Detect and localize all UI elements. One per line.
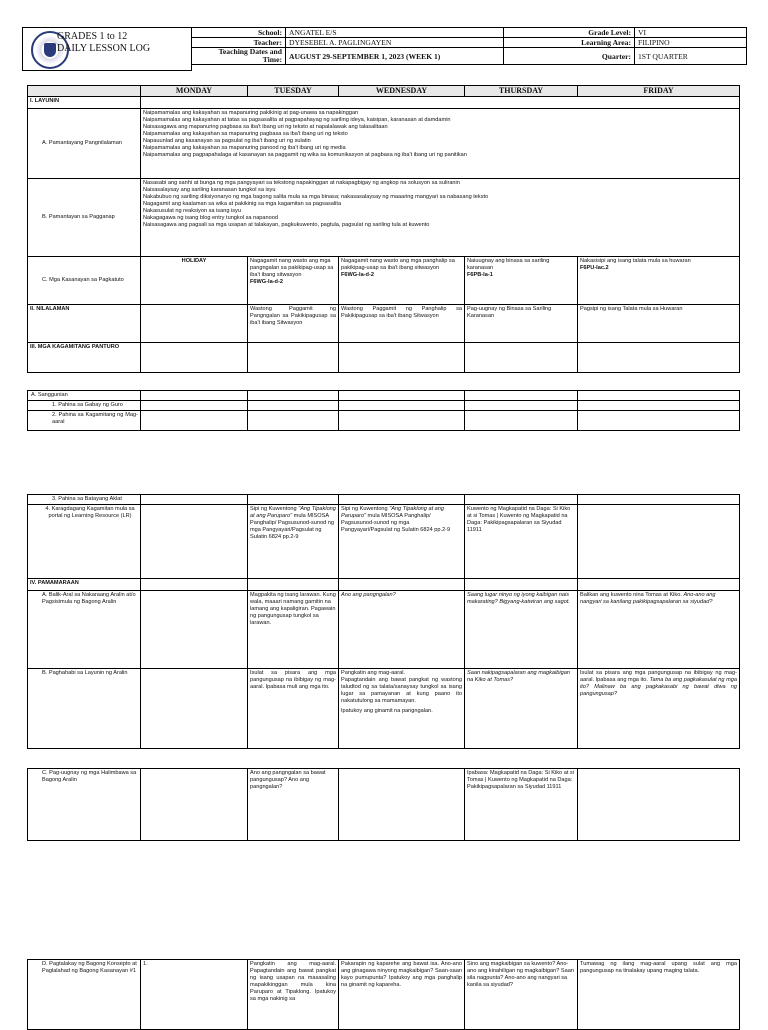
day-wednesday: WEDNESDAY: [339, 86, 465, 97]
grade-value: VI: [635, 28, 747, 38]
lesson-table-block-1: [27, 85, 740, 373]
quarter-label: Quarter:: [569, 48, 635, 65]
pamantayang-pangnilalaman-label: A. Pamantayang Pangnilalaman: [28, 109, 141, 179]
day-friday: FRIDAY: [578, 86, 740, 97]
pagtalakay-friday: Tumawag ng ilang mag-aaral upang sulat ang mga pangungusap na tinalakay upang maging talata.: [578, 960, 740, 1030]
pag-uugnay-tuesday: Ano ang pangngalan sa bawat pangungusap? Ano ang pangngalan?: [248, 769, 339, 841]
pagtalakay-wednesday: Pakarapin ng kaparehe ang bawat isa. Ano-ano ang ginagawa ninyong magkaibigan? Saan-saan kayo pumupunta? Ipatukoy ang mga panghalip na ginamit ng kapareha.: [339, 960, 465, 1030]
pagtalakay-label: D. Pagtalakay ng Bagong Konsepto at Paglalahad ng Bagong Kasanayan #1: [28, 960, 141, 1030]
paghahabi-thursday: Saan nakipagsapalaran ang magkaibigan na Kiko at Tomas?: [465, 669, 578, 749]
header-title-line2: DAILY LESSON LOG: [57, 43, 151, 54]
paghahabi-wednesday: Pangkatin ang mag-aaral. Papagtandain ang bawat pangkat ng wastong taludtod ng sa talata/sanaysay tungkol sa isang lugar sa pamayanan at kung paano ito nakatutulong sa mamamayan. Ipatukoy ang ginamit na pangngalan.: [339, 669, 465, 749]
paghahabi-label: B. Paghahabi sa Layunin ng Aralin: [28, 669, 141, 749]
dates-value: AUGUST 29-SEPTEMBER 1, 2023 (WEEK 1): [286, 48, 504, 65]
school-label: School:: [192, 28, 286, 38]
day-tuesday: TUESDAY: [248, 86, 339, 97]
teacher-label: Teacher:: [192, 38, 286, 48]
layunin-label: I. LAYUNIN: [28, 97, 141, 109]
school-value: ANGATEL E/S: [286, 28, 504, 38]
quarter-value: 1ST QUARTER: [635, 48, 747, 65]
lesson-table-block-2: [27, 390, 740, 431]
pagtalakay-tuesday: Pangkatin ang mag-aaral. Papagtandain ang bawat pangkat ng isang usapan na masasaling mapakikinggan mula kina Paruparo at Tipaklong. Ipatukoy sa mga nakinig sa: [248, 960, 339, 1030]
dates-label: Teaching Dates and Time:: [192, 48, 286, 65]
sanggunian-label: A. Sanggunian: [28, 391, 141, 401]
kagamitang-mag-aaral-label: 2. Pahina sa Kagamitang ng Mag-aaral: [28, 411, 141, 431]
teacher-value: DYESEBEL A. PAGLINGAYEN: [286, 38, 504, 48]
lesson-table-block-5: [27, 959, 740, 1030]
nilalaman-wednesday: Wastong Paggamit ng Panghalip sa Pakikipagusap sa iba't ibang Sitwasyon: [339, 305, 465, 343]
pamantayan-sa-pagganap-list: Nasasabi ang sanhi at bunga ng mga pangyayari sa tekstong napakinggan at nakapagbigay ng angkop na solusyon sa suliranin Naisasalaysay ang sariling karanasan tungkol sa isyu Nakabubuo ng sariling diksiyonaryo ng mga bagong salita mula sa mga binasa; nakasasalaysay ng maaaring mangyari sa nabasang teksto Nagagamit ang kaalaman sa wika at pakikinig sa mga kagamitan sa pagsasalita Nakasusulat ng reaksiyon sa isang isyu Nakagagawa ng isang blog entry tungkol sa napanood Naisasagawa ang pagsali sa mga usapan at talakayan, pagkukuwento, pagtula, pagsulat ng sariling tula at kuwento: [141, 179, 740, 257]
gabay-label: 1. Pahina sa Gabay ng Guro: [28, 401, 141, 411]
nilalaman-tuesday: Wastong Paggamit ng Pangngalan sa Pakikipagusap sa iba't ibang Sitwasyon: [248, 305, 339, 343]
kasanayan-thursday: Naiuugnay ang binasa sa sariling karanasan F6PB-Ia-1: [465, 257, 578, 305]
pag-uugnay-label: C. Pag-uugnay ng mga Halimbawa sa Bagong Aralin: [28, 769, 141, 841]
logo-box: [22, 27, 192, 71]
paghahabi-tuesday: Isulat sa pisara ang mga pangungusap na ibibigay ng mag-aaral. Ipabasa muli ang mga ito.: [248, 669, 339, 749]
area-label: Learning Area:: [569, 38, 635, 48]
kasanayan-wednesday: Nagagamit nang wasto ang mga panghalip sa pakikipag-usap sa iba't ibang sitwasyon F6WG-Ia-d-2: [339, 257, 465, 305]
pamamaraan-label: IV. PAMAMARAAN: [28, 579, 141, 591]
header-title-line1: GRADES 1 to 12: [57, 31, 128, 42]
balik-aral-thursday: Saang lugar ninyo ng iyong kaibigan nais makarating? Bigyang-katwiran ang sagot.: [465, 591, 578, 669]
kasanayan-label: C. Mga Kasanayan sa Pagkatuto: [28, 257, 141, 305]
balik-aral-friday: Balikan ang kuwento nina Tomas at Kiko. Ano-ano ang nangyari sa kanilang pakikipagsapalaran sa siyudad?: [578, 591, 740, 669]
area-value: FILIPINO: [635, 38, 747, 48]
nilalaman-label: II. NILALAMAN: [28, 305, 141, 343]
kasanayan-friday: Nakasisipi ang isang talata mula sa huwaran F6PU-Iac.2: [578, 257, 740, 305]
paghahabi-friday: Isulat sa pisara ang mga pangungusap na ibibigay ng mag-aaral. Ipabasa ang mga ito. Tama ba ang pagkakasulat ng mga ito? Malinaw ba ang pagkakasabi ng bawat diwa ng pangungusap?: [578, 669, 740, 749]
kasanayan-monday: HOLIDAY: [141, 257, 248, 305]
kagamitan-label: III. MGA KAGAMITANG PANTURO: [28, 343, 141, 373]
balik-aral-wednesday: Ano ang pangngalan?: [339, 591, 465, 669]
pagtalakay-monday: 1.: [141, 960, 248, 1030]
batayang-aklat-label: 3. Pahina sa Batayang Aklat: [28, 495, 141, 505]
nilalaman-friday: Pagsipi ng isang Talata mula sa Huwaran: [578, 305, 740, 343]
header-info-table: [191, 27, 747, 65]
lesson-table-block-4: [27, 768, 740, 841]
kasanayan-tuesday: Nagagamit nang wasto ang mga pangngalan sa pakikipag-usap sa iba't ibang sitwasyon F6WG-Ia-d-2: [248, 257, 339, 305]
karagdagang-wednesday: Sipi ng Kuwentong "Ang Tipaklong at ang Paruparo" mula MISOSA Panghalip/ Pagsusunod-sunod ng mga Pangyayari/Pagsulat ng Sulatin 6824 pp.2-9: [339, 505, 465, 579]
day-thursday: THURSDAY: [465, 86, 578, 97]
pamantayan-sa-pagganap-label: B. Pamantayan sa Pagganap: [28, 179, 141, 257]
pamantayang-pangnilalaman-list: Naipamamalas ang kakayahan sa mapanuring pakikinig at pag-unawa sa napakinggan Naipamamalas ang kakayahan at tatas sa pagsasalita at pagpapahayag ng sariling ideya, kaisipan, karanasan at damdamin Naisasagawa ang mapanuring pagbasa sa iba't ibang uri ng teksto at napalalawak ang talasalitaan Naipamamalas ang kakayahan sa mapanuring pagbasa sa iba't ibang uri ng teksto Napauunlad ang kasanayan sa pagsulat ng iba't ibang uri ng sulatin Naipamamalas ang kakayahan sa mapanuring panood ng iba't ibang uri ng media Naipamamalas ang pagpapahalaga at kasanayan sa paggamit ng wika sa komunikasyon at pagbasa ng iba't ibang uri ng panitikan: [141, 109, 740, 179]
karagdagang-thursday: Kuwento ng Magkapatid na Daga: Si Kiko at si Tomas | Kuwento ng Magkapatid na Daga: Pakikipagsapalaran sa Siyudad 11911: [465, 505, 578, 579]
balik-aral-tuesday: Magpakita ng isang larawan. Kung wala, maaari namang gamitin na lamang ang kapaligiran. Pagawain ng pangungusap tungkol sa larawan.: [248, 591, 339, 669]
balik-aral-label: A. Balik-Aral sa Nakaraang Aralin at/o Pagsisimula ng Bagong Aralin: [28, 591, 141, 669]
day-monday: MONDAY: [141, 86, 248, 97]
pag-uugnay-thursday: Ipabasa: Magkapatid na Daga: Si Kiko at si Tomas | Kuwento ng Magkapatid na Daga: Pakikipagsapalaran sa Siyudad 11911: [465, 769, 578, 841]
karagdagang-label: 4. Karagdagang Kagamitan mula sa portal ng Learning Resource (LR): [28, 505, 141, 579]
pagtalakay-thursday: Sino ang magkaibigan sa kuwento? Ano-ano ang kinahiligan ng magkaibigan? Saan sila nagpunta? Ano-ano ang nangyari sa kanila sa siyudad?: [465, 960, 578, 1030]
karagdagang-tuesday: Sipi ng Kuwentong "Ang Tipaklong at ang Paruparo" mula MISOSA Panghalip/ Pagsusunod-sunod ng mga Pangyayari/Pagsulat ng Sulatin 6824 pp.2-9: [248, 505, 339, 579]
nilalaman-thursday: Pag-uugnay ng Binasa sa Sariling Karanasan: [465, 305, 578, 343]
header-block: [22, 27, 746, 71]
grade-label: Grade Level:: [569, 28, 635, 38]
lesson-table-block-3: [27, 494, 740, 749]
